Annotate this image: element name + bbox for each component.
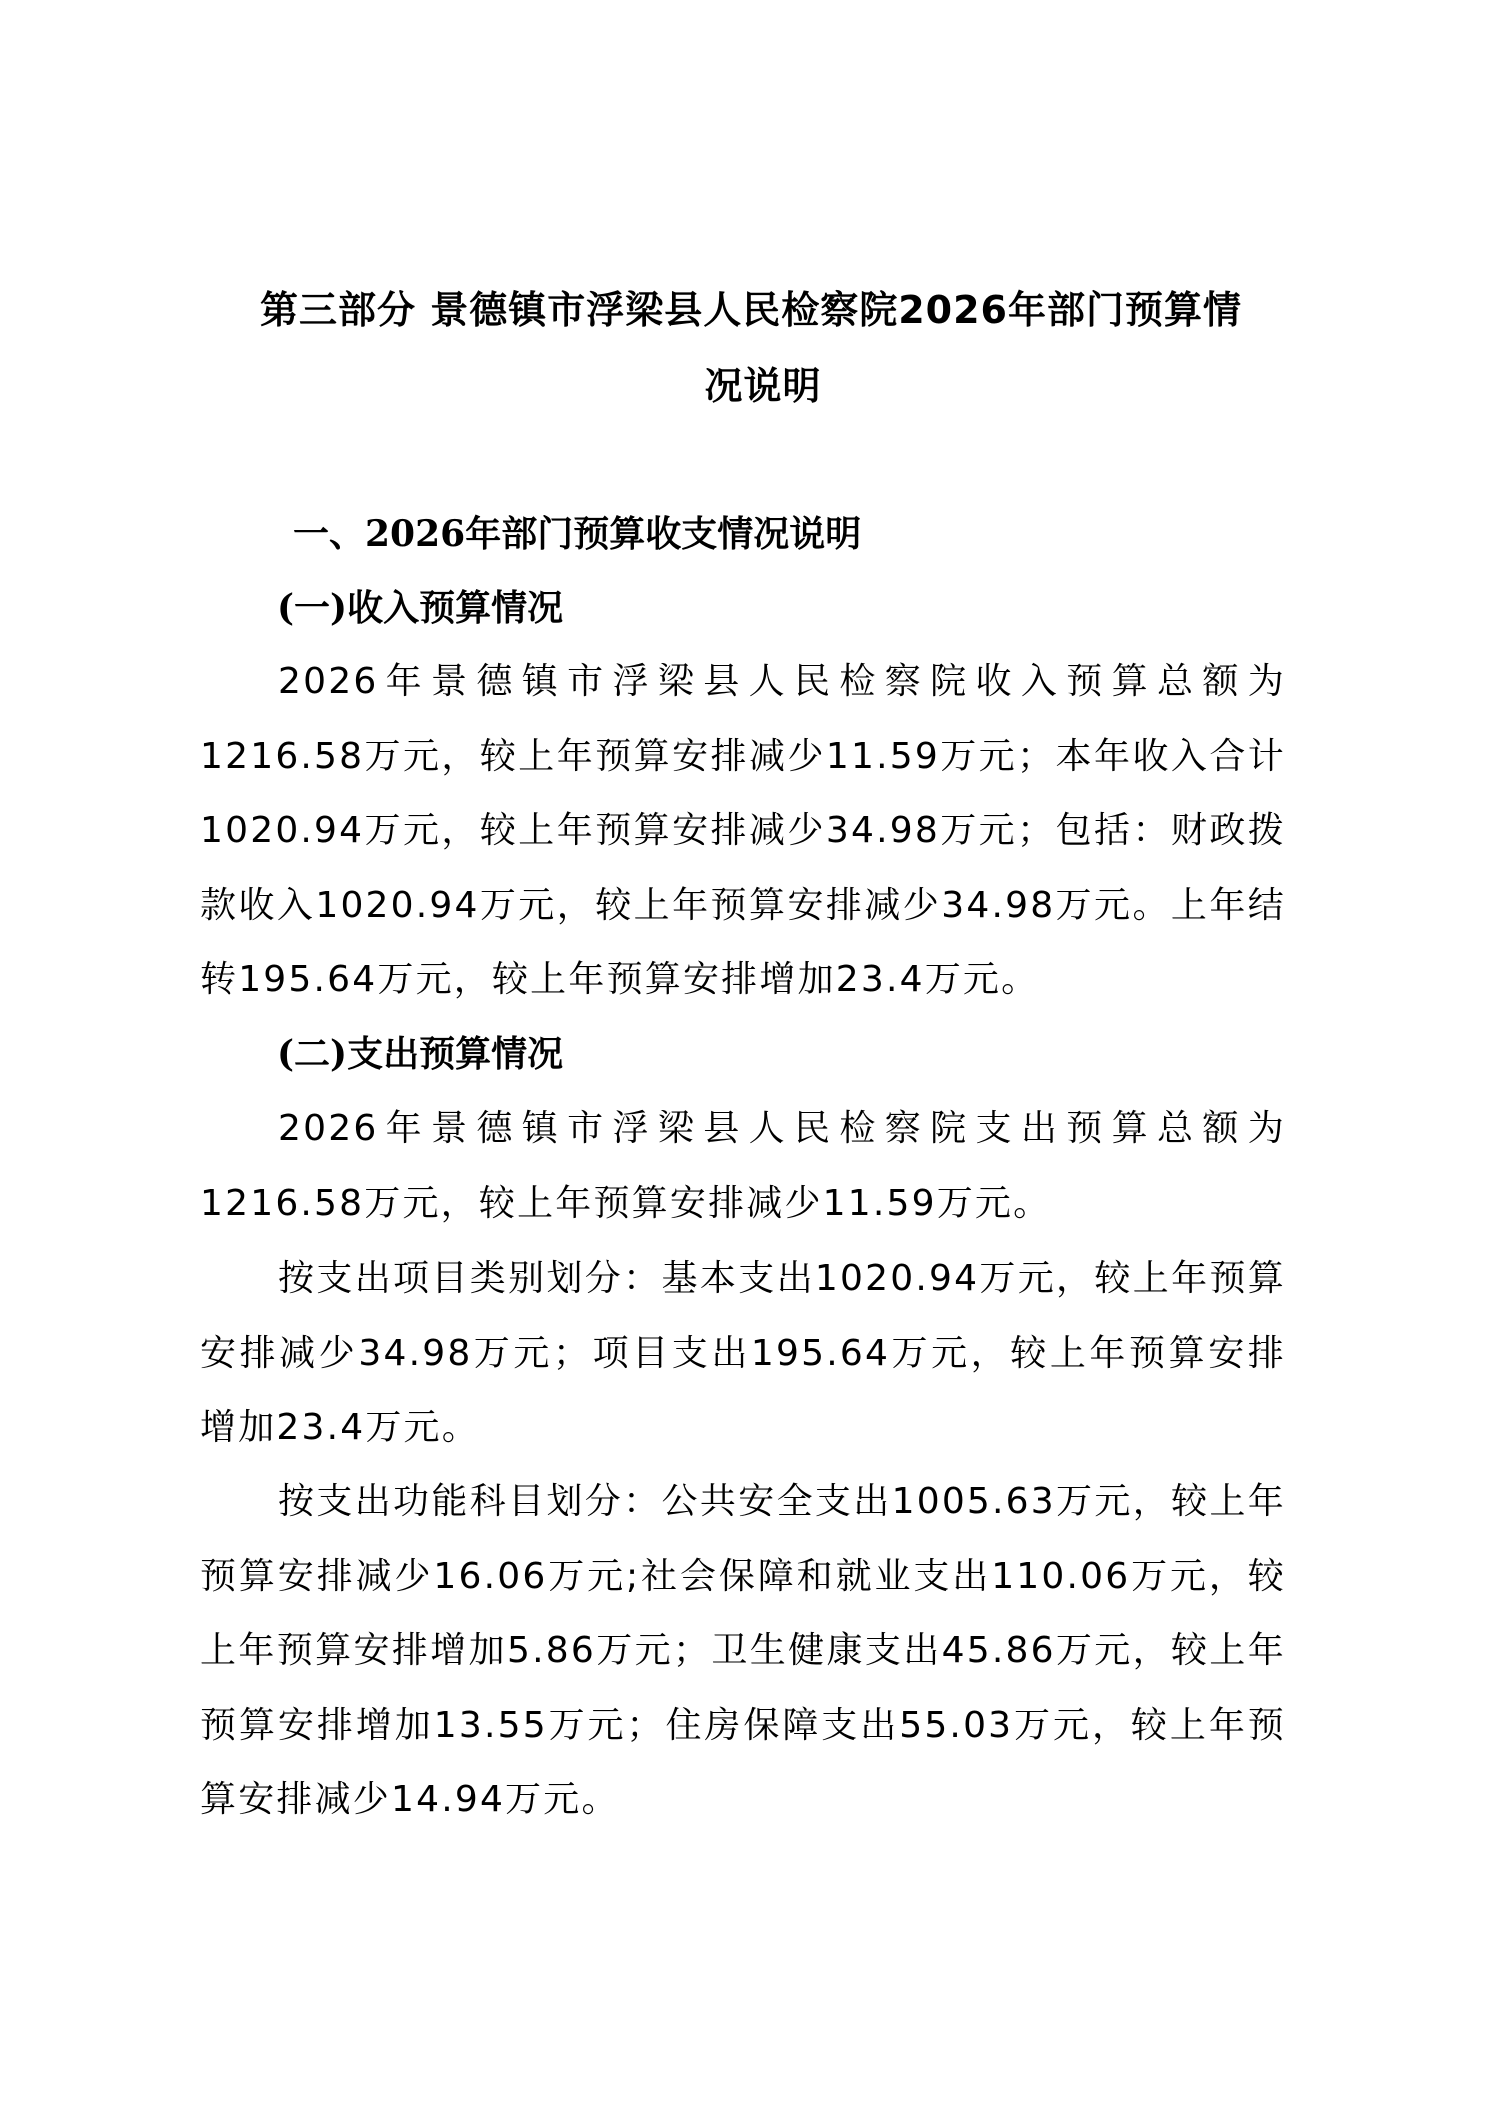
expenditure-by-function-paragraph: 按支出功能科目划分：公共安全支出1005.63万元，较上年预算安排减少16.06万元;社会保障和就业支出110.06万元，较上年预算安排增加5.86万元；卫生健康支出45.86万元，较上年预算安排增加13.55万元；住房保障支出55.03万元，较上年预算安排减少14.94万元。 [200,1481,1286,1820]
section-heading-budget-overview: 一、2026年部门预算收支情况说明 [293,513,862,555]
income-paragraph: 2026年景德镇市浮梁县人民检察院收入预算总额为1216.58万元，较上年预算安排减少11.59万元；本年收入合计1020.94万元，较上年预算安排减少34.98万元；包括：财政拨款收入1020.94万元，较上年预算安排减少34.98万元。上年结转195.64万元，较上年预算安排增加23.4万元。 [200,661,1286,1000]
page-title-line2: 况说明 [704,364,822,408]
subsection-heading-expenditure: (二)支出预算情况 [277,1033,564,1075]
page-title-line1: 第三部分 景德镇市浮梁县人民检察院2026年部门预算情 [260,288,1242,332]
page-title [200,272,1286,424]
subsection-heading-income: (一)收入预算情况 [277,587,564,629]
expenditure-total-paragraph: 2026年景德镇市浮梁县人民检察院支出预算总额为1216.58万元，较上年预算安排减少11.59万元。 [200,1108,1286,1224]
expenditure-by-category-paragraph: 按支出项目类别划分：基本支出1020.94万元，较上年预算安排减少34.98万元；项目支出195.64万元，较上年预算安排增加23.4万元。 [200,1258,1286,1448]
